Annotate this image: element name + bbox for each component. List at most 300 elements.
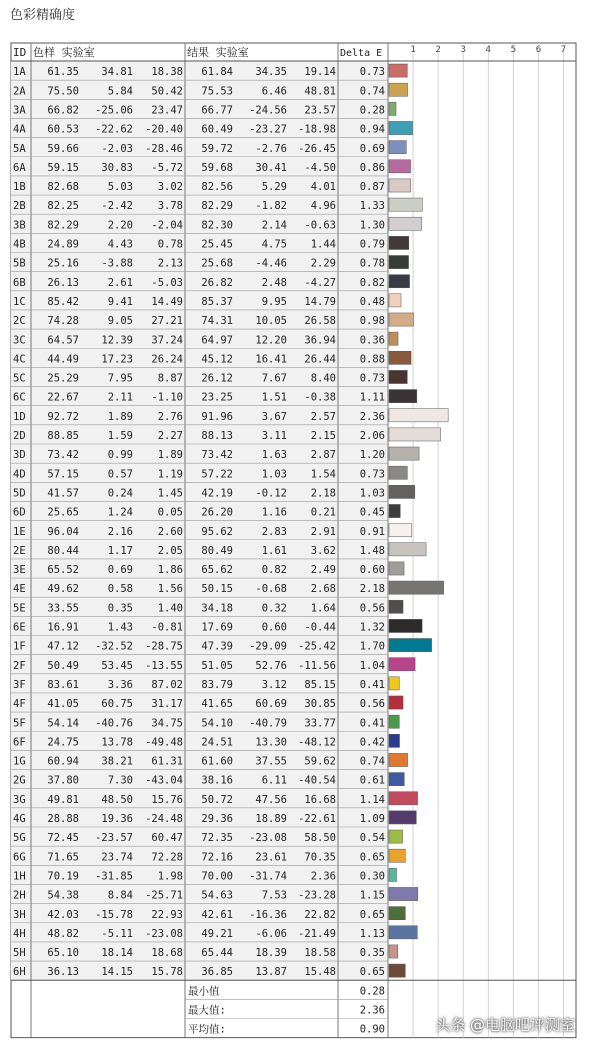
cell-result-value: 34.18 [201,602,233,615]
delta-e-bar [389,581,444,594]
delta-e-bar [389,83,408,96]
cell-sample-value: 59.15 [47,161,79,174]
cell-delta-e: 0.74 [359,755,385,768]
cell-sample-value: 27.21 [151,315,183,328]
cell-result-value: -29.09 [249,640,287,653]
cell-result-value: -4.27 [304,276,336,289]
cell-sample-value: 18.38 [151,66,183,79]
cell-result-value: 4.75 [261,238,287,251]
cell-result-value: 0.32 [261,602,287,615]
cell-sample-value: 9.05 [107,315,133,328]
cell-id: 2D [13,430,26,442]
axis-tick-label: 6 [535,45,542,55]
cell-sample-value: -22.62 [95,123,133,136]
cell-result-value: 0.60 [261,621,287,634]
cell-result-value: 18.58 [304,947,336,960]
axis-tick-label: 7 [560,45,567,55]
cell-delta-e: 0.98 [359,315,385,328]
cell-sample-value: 0.58 [107,583,133,596]
cell-result-value: 51.05 [201,659,233,672]
cell-sample-value: -43.04 [145,774,183,787]
cell-sample-value: 3.02 [157,181,183,194]
cell-sample-value: 49.62 [47,583,79,596]
header-result: 结果 实验室 [187,46,249,59]
cell-result-value: 38.16 [201,774,233,787]
cell-id: 4E [13,583,26,596]
delta-e-bar [389,428,441,441]
cell-id: 1C [13,295,26,308]
delta-e-bar [389,217,422,230]
cell-delta-e: 0.87 [359,181,385,194]
delta-e-bar [389,370,407,383]
cell-sample-value: -32.52 [95,640,133,653]
axis-tick-label: 4 [485,45,491,55]
cell-result-value: 25.45 [201,238,233,251]
delta-e-bar [389,619,422,632]
cell-id: 2B [13,200,26,213]
cell-result-value: 14.79 [304,295,336,308]
cell-sample-value: 42.03 [47,908,79,921]
cell-id: 5C [13,372,26,385]
cell-sample-value: 48.82 [47,927,79,940]
cell-sample-value: 1.40 [157,602,183,615]
cell-result-value: 33.77 [304,717,336,730]
cell-delta-e: 0.65 [359,908,385,921]
delta-e-bar [389,504,400,517]
cell-delta-e: 0.54 [359,832,385,845]
delta-e-bar [389,964,405,977]
cell-sample-value: 65.52 [47,564,79,577]
cell-delta-e: 0.74 [359,85,385,98]
cell-sample-value: 88.85 [47,430,79,442]
cell-result-value: 10.05 [255,315,287,328]
cell-delta-e: 1.11 [359,391,385,404]
cell-sample-value: 4.43 [107,238,133,251]
cell-result-value: 41.65 [201,698,233,711]
cell-sample-value: 0.05 [157,506,183,519]
cell-result-value: 65.44 [201,947,233,960]
cell-result-value: -0.63 [304,219,336,232]
delta-e-bar [389,830,403,843]
cell-sample-value: -2.42 [101,200,133,213]
cell-sample-value: 1.19 [157,468,183,481]
cell-sample-value: 23.74 [101,851,133,864]
cell-id: 6B [13,276,26,289]
cell-result-value: -0.38 [304,391,336,404]
delta-e-bar [389,907,405,920]
cell-sample-value: 65.10 [47,947,79,960]
summary-label: 最大值: [188,1004,226,1017]
cell-result-value: 1.51 [261,391,287,404]
cell-sample-value: 15.78 [151,966,183,979]
cell-result-value: 1.64 [310,602,336,615]
cell-sample-value: 8.87 [157,372,183,385]
cell-result-value: 61.60 [201,755,233,768]
cell-sample-value: 82.68 [47,181,79,194]
cell-sample-value: 30.83 [101,161,133,174]
axis-tick-label: 1 [410,45,416,55]
cell-result-value: 17.69 [201,621,233,634]
cell-result-value: 60.49 [201,123,233,136]
cell-sample-value: 7.95 [107,372,133,385]
delta-e-bar [389,351,411,364]
cell-delta-e: 2.18 [359,583,385,596]
cell-sample-value: 50.42 [151,85,183,98]
cell-id: 3D [13,449,26,462]
cell-result-value: 1.44 [310,238,336,251]
delta-e-bar [389,409,448,422]
cell-id: 5E [13,602,26,615]
delta-e-bar [389,734,400,747]
cell-result-value: 23.25 [201,391,233,404]
cell-result-value: -2.76 [255,142,287,155]
cell-result-value: 88.13 [201,430,233,442]
cell-id: 4C [13,353,26,366]
cell-id: 2G [13,774,26,787]
delta-e-bar [389,198,422,211]
cell-sample-value: 74.28 [47,315,79,328]
cell-sample-value: -5.72 [151,161,183,174]
cell-result-value: 49.21 [201,927,233,940]
delta-e-bar [389,332,398,345]
cell-result-value: 0.21 [310,506,336,519]
cell-result-value: 2.91 [310,525,336,538]
cell-sample-value: 49.81 [47,793,79,806]
cell-delta-e: 1.20 [359,449,385,462]
cell-result-value: 29.36 [201,813,233,825]
cell-delta-e: 0.65 [359,851,385,864]
cell-id: 4B [13,238,26,251]
cell-result-value: -25.42 [298,640,336,653]
cell-result-value: 9.95 [261,295,287,308]
cell-delta-e: 0.73 [359,372,385,385]
cell-result-value: 34.35 [255,66,287,79]
cell-result-value: 80.49 [201,544,233,557]
cell-result-value: 42.19 [201,487,233,500]
delta-e-bar [389,562,404,575]
cell-result-value: 26.12 [201,372,233,385]
cell-sample-value: -13.55 [145,659,183,672]
cell-sample-value: 48.50 [101,793,133,806]
cell-delta-e: 0.41 [359,717,385,730]
cell-result-value: 66.77 [201,104,233,117]
cell-result-value: -24.56 [249,104,287,117]
cell-sample-value: 82.29 [47,219,79,232]
cell-sample-value: 57.15 [47,468,79,481]
cell-delta-e: 0.28 [359,104,385,117]
delta-e-bar [389,256,409,269]
cell-result-value: 74.31 [201,315,233,328]
cell-result-value: -1.82 [255,200,287,213]
cell-sample-value: -3.88 [101,257,133,270]
cell-result-value: 24.51 [201,736,233,749]
cell-sample-value: 53.45 [101,659,133,672]
summary-value: 0.90 [359,1023,385,1036]
cell-sample-value: 92.72 [47,410,79,423]
delta-e-bar [389,792,418,805]
cell-sample-value: 14.49 [151,295,183,308]
cell-result-value: 6.46 [261,85,287,98]
cell-id: 1A [13,66,26,79]
cell-result-value: 23.61 [255,851,287,864]
cell-sample-value: 71.65 [47,851,79,864]
delta-e-bar [389,294,401,307]
cell-sample-value: 25.29 [47,372,79,385]
cell-delta-e: 1.14 [359,793,385,806]
cell-result-value: 26.20 [201,506,233,519]
cell-result-value: -23.08 [249,832,287,845]
cell-delta-e: 1.33 [359,200,385,213]
cell-delta-e: 0.42 [359,736,385,749]
cell-result-value: 7.67 [261,372,287,385]
cell-sample-value: 34.75 [151,717,183,730]
cell-delta-e: 0.73 [359,468,385,481]
cell-result-value: 2.18 [310,487,336,500]
cell-sample-value: 37.80 [47,774,79,787]
delta-e-bar [389,773,404,786]
cell-result-value: 1.54 [310,468,336,481]
cell-sample-value: 16.91 [47,621,79,634]
cell-delta-e: 0.56 [359,602,385,615]
cell-result-value: 48.81 [304,85,336,98]
cell-result-value: -16.36 [249,908,287,921]
cell-sample-value: 2.05 [157,544,183,557]
cell-result-value: -0.44 [304,621,336,634]
cell-delta-e: 0.36 [359,334,385,347]
cell-sample-value: 1.89 [157,449,183,462]
cell-sample-value: 75.50 [47,85,79,98]
cell-sample-value: 0.78 [157,238,183,251]
cell-result-value: 82.29 [201,200,233,213]
summary-label: 平均值: [188,1023,226,1036]
cell-sample-value: 25.16 [47,257,79,270]
cell-result-value: 23.57 [304,104,336,117]
cell-sample-value: 41.57 [47,487,79,500]
cell-result-value: 83.79 [201,678,233,691]
cell-sample-value: 96.04 [47,525,79,538]
cell-sample-value: -49.48 [145,736,183,749]
cell-id: 3E [13,564,26,577]
delta-e-bar [389,236,409,249]
cell-result-value: 16.68 [304,793,336,806]
cell-sample-value: 2.27 [157,430,183,442]
cell-id: 2H [13,889,26,902]
cell-sample-value: 72.28 [151,851,183,864]
cell-result-value: 65.62 [201,564,233,577]
cell-delta-e: 0.69 [359,142,385,155]
cell-result-value: 18.39 [255,947,287,960]
cell-id: 3C [13,334,26,347]
cell-sample-value: 23.47 [151,104,183,117]
cell-id: 2F [13,659,26,672]
cell-id: 4F [13,698,26,711]
cell-delta-e: 0.48 [359,295,385,308]
cell-result-value: 2.36 [310,870,336,883]
cell-id: 1F [13,640,26,653]
cell-result-value: 47.39 [201,640,233,653]
cell-delta-e: 1.03 [359,487,385,500]
cell-sample-value: 1.17 [107,544,133,557]
cell-delta-e: 0.30 [359,870,385,883]
cell-result-value: 1.63 [261,449,287,462]
cell-sample-value: -15.78 [95,908,133,921]
cell-delta-e: 0.88 [359,353,385,366]
cell-result-value: 70.35 [304,851,336,864]
axis-tick-label: 2 [435,45,441,55]
delta-e-bar [389,868,397,881]
summary-label: 最小值 [188,985,220,998]
cell-sample-value: -40.76 [95,717,133,730]
cell-sample-value: 0.99 [107,449,133,462]
cell-sample-value: 1.45 [157,487,183,500]
cell-delta-e: 1.13 [359,927,385,940]
header-sample: 色样 实验室 [33,46,95,59]
cell-sample-value: 14.15 [101,966,133,979]
cell-result-value: 25.68 [201,257,233,270]
cell-sample-value: 0.24 [107,487,133,500]
cell-result-value: 0.82 [261,564,287,577]
cell-delta-e: 2.36 [359,410,385,423]
cell-id: 5F [13,717,26,730]
cell-result-value: 30.41 [255,161,287,174]
cell-result-value: 2.48 [261,276,287,289]
cell-result-value: 50.15 [201,583,233,596]
cell-result-value: -23.27 [249,123,287,136]
cell-result-value: -21.49 [298,927,336,940]
delta-e-bar [389,141,406,154]
cell-sample-value: 19.36 [101,813,133,825]
cell-result-value: 22.82 [304,908,336,921]
cell-sample-value: 0.57 [107,468,133,481]
delta-e-bar [389,64,407,77]
cell-result-value: 16.41 [255,353,287,366]
cell-result-value: 1.61 [261,544,287,557]
cell-sample-value: 66.82 [47,104,79,117]
cell-sample-value: 24.75 [47,736,79,749]
cell-result-value: 95.62 [201,525,233,538]
cell-sample-value: 87.02 [151,678,183,691]
cell-delta-e: 0.41 [359,678,385,691]
delta-e-bar [389,543,426,556]
cell-sample-value: 83.61 [47,678,79,691]
delta-e-bar [389,677,399,690]
cell-id: 1B [13,181,26,194]
cell-sample-value: 61.35 [47,66,79,79]
cell-result-value: -4.50 [304,161,336,174]
cell-delta-e: 0.56 [359,698,385,711]
cell-delta-e: 2.06 [359,430,385,442]
delta-e-bar [389,600,403,613]
cell-result-value: 59.68 [201,161,233,174]
cell-delta-e: 0.86 [359,161,385,174]
cell-result-value: 2.83 [261,525,287,538]
cell-sample-value: 18.14 [101,947,133,960]
delta-e-bar [389,485,415,498]
watermark: 头条 @电脑吧评测室 [435,1016,575,1034]
cell-result-value: 42.61 [201,908,233,921]
cell-id: 6H [13,966,26,979]
cell-sample-value: -23.57 [95,832,133,845]
summary-value: 2.36 [359,1004,385,1017]
delta-e-bar [389,447,419,460]
cell-sample-value: 60.47 [151,832,183,845]
cell-id: 6A [13,161,26,174]
cell-id: 3F [13,678,26,691]
cell-delta-e: 0.82 [359,276,385,289]
cell-sample-value: 2.13 [157,257,183,270]
cell-result-value: 54.10 [201,717,233,730]
cell-id: 5D [13,487,26,500]
chart-title: 色彩精确度 [10,8,76,23]
cell-sample-value: -5.11 [101,927,133,940]
cell-id: 6C [13,391,26,404]
cell-result-value: 85.15 [304,678,336,691]
delta-e-bar [389,524,412,537]
cell-sample-value: 31.17 [151,698,183,711]
cell-delta-e: 0.65 [359,966,385,979]
cell-sample-value: 41.05 [47,698,79,711]
delta-e-bar [389,715,399,728]
cell-result-value: 72.35 [201,832,233,845]
cell-sample-value: 60.53 [47,123,79,136]
cell-sample-value: 47.12 [47,640,79,653]
cell-sample-value: 80.44 [47,544,79,557]
cell-result-value: 4.96 [310,200,336,213]
cell-delta-e: 0.79 [359,238,385,251]
cell-sample-value: 3.78 [157,200,183,213]
cell-sample-value: 1.98 [157,870,183,883]
header-id: ID [13,46,27,59]
cell-result-value: 73.42 [201,449,233,462]
cell-id: 6G [13,851,26,864]
cell-result-value: 82.30 [201,219,233,232]
cell-sample-value: 1.56 [157,583,183,596]
cell-id: 4G [13,813,26,825]
cell-delta-e: 0.45 [359,506,385,519]
cell-id: 3G [13,793,26,806]
delta-e-bar [389,466,407,479]
cell-result-value: 4.01 [310,181,336,194]
cell-id: 1D [13,410,26,423]
cell-sample-value: 5.84 [107,85,133,98]
cell-result-value: 13.30 [255,736,287,749]
delta-e-bar [389,313,414,326]
delta-e-bar [389,102,396,115]
cell-sample-value: 2.60 [157,525,183,538]
cell-sample-value: 18.68 [151,947,183,960]
cell-result-value: 64.97 [201,334,233,347]
cell-sample-value: 73.42 [47,449,79,462]
cell-delta-e: 1.09 [359,813,385,825]
cell-id: 4D [13,468,26,481]
cell-result-value: 3.12 [261,678,287,691]
cell-result-value: 18.89 [255,813,287,825]
cell-sample-value: 85.42 [47,295,79,308]
cell-sample-value: 60.75 [101,698,133,711]
delta-e-bar [389,390,417,403]
cell-sample-value: 61.31 [151,755,183,768]
cell-sample-value: -0.81 [151,621,183,634]
cell-sample-value: 33.55 [47,602,79,615]
cell-delta-e: 1.15 [359,889,385,902]
cell-delta-e: 1.70 [359,640,385,653]
delta-e-bar [389,179,411,192]
cell-result-value: 52.76 [255,659,287,672]
cell-result-value: 2.49 [310,564,336,577]
delta-e-bar [389,849,405,862]
cell-result-value: 70.00 [201,870,233,883]
cell-sample-value: 7.30 [107,774,133,787]
